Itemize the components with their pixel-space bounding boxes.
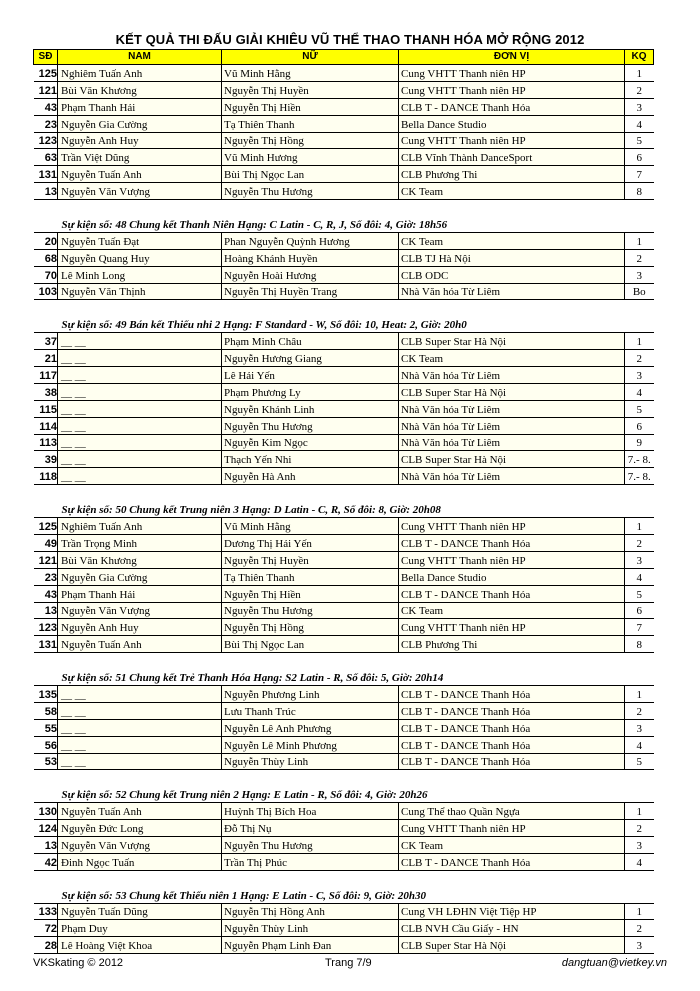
female-dancer: Vũ Minh Hằng [222, 518, 399, 535]
male-dancer: Nguyễn Gia Cường [58, 568, 222, 585]
club-name: Nhà Văn hóa Từ Liêm [399, 468, 625, 485]
male-dancer: __ __ [58, 719, 222, 736]
female-dancer: Nguyễn Phương Linh [222, 685, 399, 702]
result: 3 [625, 836, 654, 853]
table-row [34, 602, 654, 619]
table-row [34, 753, 654, 770]
male-dancer: Lê Hoàng Việt Khoa [58, 937, 222, 954]
result: 4 [625, 115, 654, 132]
header-kq: KQ [625, 50, 654, 65]
female-dancer: Tạ Thiên Thanh [222, 568, 399, 585]
result: 5 [625, 585, 654, 602]
club-name: CLB T - DANCE Thanh Hóa [399, 98, 625, 115]
table-row [34, 568, 654, 585]
result: 6 [625, 602, 654, 619]
couple-number: 131 [34, 166, 58, 183]
result: 1 [625, 518, 654, 535]
table-row [34, 685, 654, 702]
club-name: CK Team [399, 232, 625, 249]
club-name: CLB T - DANCE Thanh Hóa [399, 685, 625, 702]
table-row [34, 98, 654, 115]
result: 7 [625, 166, 654, 183]
footer-page-number: Trang 7/9 [325, 957, 372, 969]
table-row [34, 534, 654, 551]
result: 6 [625, 149, 654, 166]
female-dancer: Nguyễn Thị Hồng [222, 132, 399, 149]
results-table [33, 49, 654, 954]
couple-number: 131 [34, 636, 58, 653]
page-title: KẾT QUẢ THI ĐẤU GIẢI KHIÊU VŨ THỂ THAO THANH HÓA MỞ RỘNG 2012 [115, 32, 585, 47]
event-heading-text: Sự kiện số: 50 Chung kết Trung niên 3 Hạng: D Latin - C, R, Số đôi: 8, Giờ: 20h08 [34, 501, 654, 517]
event-heading [34, 216, 654, 232]
spacer-row [34, 770, 654, 786]
female-dancer: Tạ Thiên Thanh [222, 115, 399, 132]
male-dancer: Nguyễn Quang Huy [58, 249, 222, 266]
couple-number: 133 [34, 903, 58, 920]
female-dancer: Nguyễn Thu Hương [222, 417, 399, 434]
club-name: Cung VHTT Thanh niên HP [399, 619, 625, 636]
club-name: CLB T - DANCE Thanh Hóa [399, 719, 625, 736]
table-row [34, 836, 654, 853]
couple-number: 124 [34, 820, 58, 837]
female-dancer: Nguyễn Thu Hương [222, 183, 399, 200]
table-row [34, 417, 654, 434]
female-dancer: Nguyễn Hương Giang [222, 350, 399, 367]
result: 2 [625, 820, 654, 837]
female-dancer: Nguyễn Thùy Linh [222, 753, 399, 770]
table-row [34, 232, 654, 249]
result: 1 [625, 685, 654, 702]
female-dancer: Nguyễn Thị Hiền [222, 98, 399, 115]
male-dancer: Nguyễn Văn Vượng [58, 602, 222, 619]
table-row [34, 803, 654, 820]
result: 9 [625, 434, 654, 451]
club-name: Cung VHTT Thanh niên HP [399, 65, 625, 82]
female-dancer: Nguyễn Kim Ngọc [222, 434, 399, 451]
couple-number: 28 [34, 937, 58, 954]
female-dancer: Hoàng Khánh Huyền [222, 249, 399, 266]
result: 4 [625, 568, 654, 585]
results-body [34, 50, 654, 954]
couple-number: 130 [34, 803, 58, 820]
club-name: CK Team [399, 350, 625, 367]
event-heading [34, 316, 654, 332]
result: 3 [625, 266, 654, 283]
footer-email: dangtuan@vietkey.vn [561, 957, 667, 969]
club-name: CLB Vĩnh Thành DanceSport [399, 149, 625, 166]
table-row [34, 183, 654, 200]
result: 1 [625, 803, 654, 820]
result: 3 [625, 551, 654, 568]
male-dancer: __ __ [58, 702, 222, 719]
club-name: Bella Dance Studio [399, 568, 625, 585]
female-dancer: Trần Thị Phúc [222, 853, 399, 870]
spacer-cell [34, 300, 654, 316]
table-row [34, 585, 654, 602]
couple-number: 63 [34, 149, 58, 166]
table-row [34, 518, 654, 535]
table-row [34, 400, 654, 417]
club-name: Cung VHTT Thanh niên HP [399, 551, 625, 568]
male-dancer: __ __ [58, 333, 222, 350]
table-row [34, 81, 654, 98]
club-name: CLB TJ Hà Nội [399, 249, 625, 266]
male-dancer: Nguyễn Văn Thịnh [58, 283, 222, 300]
table-row [34, 249, 654, 266]
male-dancer: Nguyễn Tuấn Đạt [58, 232, 222, 249]
event-heading [34, 887, 654, 903]
female-dancer: Lưu Thanh Trúc [222, 702, 399, 719]
male-dancer: Nguyễn Gia Cường [58, 115, 222, 132]
female-dancer: Nguyễn Hà Anh [222, 468, 399, 485]
female-dancer: Thạch Yến Nhi [222, 451, 399, 468]
couple-number: 53 [34, 753, 58, 770]
club-name: CLB ODC [399, 266, 625, 283]
female-dancer: Dương Thị Hải Yến [222, 534, 399, 551]
female-dancer: Vũ Minh Hằng [222, 65, 399, 82]
spacer-row [34, 485, 654, 501]
club-name: CLB Super Star Hà Nội [399, 383, 625, 400]
result: 3 [625, 367, 654, 384]
male-dancer: Nguyễn Tuấn Dũng [58, 903, 222, 920]
table-row [34, 920, 654, 937]
male-dancer: Phạm Duy [58, 920, 222, 937]
couple-number: 23 [34, 115, 58, 132]
table-header [34, 50, 654, 65]
result: 7 [625, 619, 654, 636]
table-row [34, 266, 654, 283]
couple-number: 118 [34, 468, 58, 485]
result: 1 [625, 232, 654, 249]
male-dancer: __ __ [58, 468, 222, 485]
male-dancer: Bùi Văn Khương [58, 81, 222, 98]
spacer-row [34, 300, 654, 316]
club-name: CLB NVH Cầu Giấy - HN [399, 920, 625, 937]
event-heading-text: Sự kiện số: 52 Chung kết Trung niên 2 Hạng: E Latin - R, Số đôi: 4, Giờ: 20h26 [34, 786, 654, 802]
club-name: CLB Super Star Hà Nội [399, 451, 625, 468]
result: 4 [625, 853, 654, 870]
male-dancer: Phạm Thanh Hải [58, 98, 222, 115]
result: 2 [625, 920, 654, 937]
female-dancer: Nguyễn Thị Huyền Trang [222, 283, 399, 300]
club-name: Cung VH LĐHN Việt Tiệp HP [399, 903, 625, 920]
table-row [34, 451, 654, 468]
header-don-vi: ĐƠN VỊ [399, 50, 625, 65]
result: 7.- 8. [625, 451, 654, 468]
club-name: CLB T - DANCE Thanh Hóa [399, 585, 625, 602]
male-dancer: __ __ [58, 451, 222, 468]
couple-number: 121 [34, 81, 58, 98]
male-dancer: Đinh Ngọc Tuấn [58, 853, 222, 870]
couple-number: 113 [34, 434, 58, 451]
couple-number: 121 [34, 551, 58, 568]
couple-number: 20 [34, 232, 58, 249]
table-row [34, 434, 654, 451]
event-heading [34, 669, 654, 685]
male-dancer: Nguyễn Văn Vượng [58, 836, 222, 853]
couple-number: 55 [34, 719, 58, 736]
club-name: Cung VHTT Thanh niên HP [399, 132, 625, 149]
male-dancer: __ __ [58, 434, 222, 451]
couple-number: 13 [34, 183, 58, 200]
club-name: Bella Dance Studio [399, 115, 625, 132]
couple-number: 68 [34, 249, 58, 266]
club-name: Cung VHTT Thanh niên HP [399, 820, 625, 837]
result: 1 [625, 903, 654, 920]
female-dancer: Nguyễn Thùy Linh [222, 920, 399, 937]
female-dancer: Vũ Minh Hương [222, 149, 399, 166]
couple-number: 103 [34, 283, 58, 300]
male-dancer: Nguyễn Văn Vượng [58, 183, 222, 200]
table-row [34, 636, 654, 653]
table-row [34, 132, 654, 149]
table-row [34, 719, 654, 736]
male-dancer: __ __ [58, 350, 222, 367]
couple-number: 114 [34, 417, 58, 434]
male-dancer: __ __ [58, 400, 222, 417]
club-name: CK Team [399, 183, 625, 200]
club-name: Cung Thể thao Quần Ngựa [399, 803, 625, 820]
male-dancer: Nguyễn Đức Long [58, 820, 222, 837]
male-dancer: Nguyễn Anh Huy [58, 619, 222, 636]
club-name: Nhà Văn hóa Từ Liêm [399, 434, 625, 451]
spacer-cell [34, 653, 654, 669]
couple-number: 13 [34, 602, 58, 619]
result: 1 [625, 65, 654, 82]
club-name: CK Team [399, 836, 625, 853]
result: 2 [625, 350, 654, 367]
male-dancer: __ __ [58, 367, 222, 384]
table-row [34, 166, 654, 183]
table-row [34, 283, 654, 300]
result: 3 [625, 719, 654, 736]
club-name: CLB T - DANCE Thanh Hóa [399, 534, 625, 551]
couple-number: 39 [34, 451, 58, 468]
male-dancer: __ __ [58, 417, 222, 434]
table-row [34, 702, 654, 719]
female-dancer: Nguyễn Thu Hương [222, 602, 399, 619]
spacer-cell [34, 770, 654, 786]
result: 2 [625, 249, 654, 266]
table-row [34, 820, 654, 837]
couple-number: 58 [34, 702, 58, 719]
header-nu: NỮ [222, 50, 399, 65]
club-name: Nhà Văn hóa Từ Liêm [399, 400, 625, 417]
result: 4 [625, 736, 654, 753]
event-heading [34, 786, 654, 802]
male-dancer: Nguyễn Tuấn Anh [58, 166, 222, 183]
female-dancer: Nguyễn Hoài Hương [222, 266, 399, 283]
event-heading-text: Sự kiện số: 48 Chung kết Thanh Niên Hạng: C Latin - C, R, J, Số đôi: 4, Giờ: 18h56 [34, 216, 654, 232]
couple-number: 21 [34, 350, 58, 367]
female-dancer: Lê Hải Yến [222, 367, 399, 384]
couple-number: 70 [34, 266, 58, 283]
couple-number: 123 [34, 619, 58, 636]
female-dancer: Bùi Thị Ngọc Lan [222, 166, 399, 183]
event-heading-text: Sự kiện số: 53 Chung kết Thiếu niên 1 Hạng: E Latin - C, Số đôi: 9, Giờ: 20h30 [34, 887, 654, 903]
club-name: CLB T - DANCE Thanh Hóa [399, 736, 625, 753]
couple-number: 42 [34, 853, 58, 870]
couple-number: 23 [34, 568, 58, 585]
female-dancer: Nguyễn Thị Huyền [222, 81, 399, 98]
club-name: Nhà Văn hóa Từ Liêm [399, 367, 625, 384]
header-nam: NAM [58, 50, 222, 65]
table-row [34, 350, 654, 367]
club-name: CLB T - DANCE Thanh Hóa [399, 702, 625, 719]
female-dancer: Bùi Thị Ngọc Lan [222, 636, 399, 653]
female-dancer: Phạm Minh Châu [222, 333, 399, 350]
male-dancer: Bùi Văn Khương [58, 551, 222, 568]
male-dancer: __ __ [58, 685, 222, 702]
male-dancer: Trần Việt Dũng [58, 149, 222, 166]
result: 2 [625, 534, 654, 551]
table-row [34, 853, 654, 870]
male-dancer: __ __ [58, 736, 222, 753]
female-dancer: Nguyễn Thu Hương [222, 836, 399, 853]
male-dancer: __ __ [58, 753, 222, 770]
table-row [34, 383, 654, 400]
table-row [34, 115, 654, 132]
result: 6 [625, 417, 654, 434]
couple-number: 49 [34, 534, 58, 551]
club-name: CLB Super Star Hà Nội [399, 333, 625, 350]
male-dancer: Nguyễn Tuấn Anh [58, 636, 222, 653]
club-name: CLB Phương Thi [399, 166, 625, 183]
couple-number: 123 [34, 132, 58, 149]
table-row [34, 333, 654, 350]
male-dancer: Lê Minh Long [58, 266, 222, 283]
event-heading-text: Sự kiện số: 49 Bán kết Thiếu nhi 2 Hạng: F Standard - W, Số đôi: 10, Heat: 2, Giờ: 20h0 [34, 316, 654, 332]
male-dancer: Nghiêm Tuấn Anh [58, 518, 222, 535]
footer-left: VKSkating © 2012 [33, 957, 124, 969]
result: 1 [625, 333, 654, 350]
female-dancer: Phạm Phương Ly [222, 383, 399, 400]
female-dancer: Huỳnh Thị Bích Hoa [222, 803, 399, 820]
table-row [34, 367, 654, 384]
table-row [34, 149, 654, 166]
spacer-row [34, 200, 654, 216]
couple-number: 43 [34, 98, 58, 115]
result: 4 [625, 383, 654, 400]
result: 8 [625, 636, 654, 653]
event-heading-text: Sự kiện số: 51 Chung kết Trẻ Thanh Hóa Hạng: S2 Latin - R, Số đôi: 5, Giờ: 20h14 [34, 669, 654, 685]
couple-number: 117 [34, 367, 58, 384]
couple-number: 43 [34, 585, 58, 602]
result: 5 [625, 753, 654, 770]
table-row [34, 937, 654, 954]
table-row [34, 903, 654, 920]
result: Bo [625, 283, 654, 300]
table-row [34, 65, 654, 82]
result: 3 [625, 98, 654, 115]
spacer-cell [34, 485, 654, 501]
club-name: Nhà Văn hóa Từ Liêm [399, 417, 625, 434]
female-dancer: Phan Nguyễn Quỳnh Hương [222, 232, 399, 249]
spacer-row [34, 870, 654, 886]
result: 8 [625, 183, 654, 200]
female-dancer: Đỗ Thị Nụ [222, 820, 399, 837]
club-name: Cung VHTT Thanh niên HP [399, 518, 625, 535]
result: 5 [625, 400, 654, 417]
club-name: Nhà Văn hóa Từ Liêm [399, 283, 625, 300]
club-name: Cung VHTT Thanh niên HP [399, 81, 625, 98]
club-name: CLB Super Star Hà Nội [399, 937, 625, 954]
table-row [34, 551, 654, 568]
couple-number: 115 [34, 400, 58, 417]
male-dancer: __ __ [58, 383, 222, 400]
male-dancer: Trần Trọng Minh [58, 534, 222, 551]
male-dancer: Nguyễn Tuấn Anh [58, 803, 222, 820]
spacer-cell [34, 870, 654, 886]
couple-number: 72 [34, 920, 58, 937]
spacer-cell [34, 200, 654, 216]
club-name: CK Team [399, 602, 625, 619]
couple-number: 13 [34, 836, 58, 853]
couple-number: 125 [34, 65, 58, 82]
result: 5 [625, 132, 654, 149]
result: 7.- 8. [625, 468, 654, 485]
event-heading [34, 501, 654, 517]
table-row [34, 468, 654, 485]
female-dancer: Nguyễn Phạm Linh Đan [222, 937, 399, 954]
female-dancer: Nguyễn Thị Huyền [222, 551, 399, 568]
female-dancer: Nguyễn Lê Minh Phương [222, 736, 399, 753]
result: 2 [625, 702, 654, 719]
female-dancer: Nguyễn Thị Hiền [222, 585, 399, 602]
club-name: CLB T - DANCE Thanh Hóa [399, 853, 625, 870]
female-dancer: Nguyễn Thị Hồng [222, 619, 399, 636]
male-dancer: Nghiêm Tuấn Anh [58, 65, 222, 82]
spacer-row [34, 653, 654, 669]
table-row [34, 619, 654, 636]
club-name: CLB T - DANCE Thanh Hóa [399, 753, 625, 770]
result: 2 [625, 81, 654, 98]
header-sd: SĐ [34, 50, 58, 65]
couple-number: 135 [34, 685, 58, 702]
couple-number: 56 [34, 736, 58, 753]
result: 3 [625, 937, 654, 954]
male-dancer: Phạm Thanh Hải [58, 585, 222, 602]
female-dancer: Nguyễn Thị Hồng Anh [222, 903, 399, 920]
table-row [34, 736, 654, 753]
female-dancer: Nguyễn Lê Anh Phương [222, 719, 399, 736]
couple-number: 37 [34, 333, 58, 350]
club-name: CLB Phương Thi [399, 636, 625, 653]
female-dancer: Nguyễn Khánh Linh [222, 400, 399, 417]
couple-number: 38 [34, 383, 58, 400]
couple-number: 125 [34, 518, 58, 535]
male-dancer: Nguyễn Anh Huy [58, 132, 222, 149]
